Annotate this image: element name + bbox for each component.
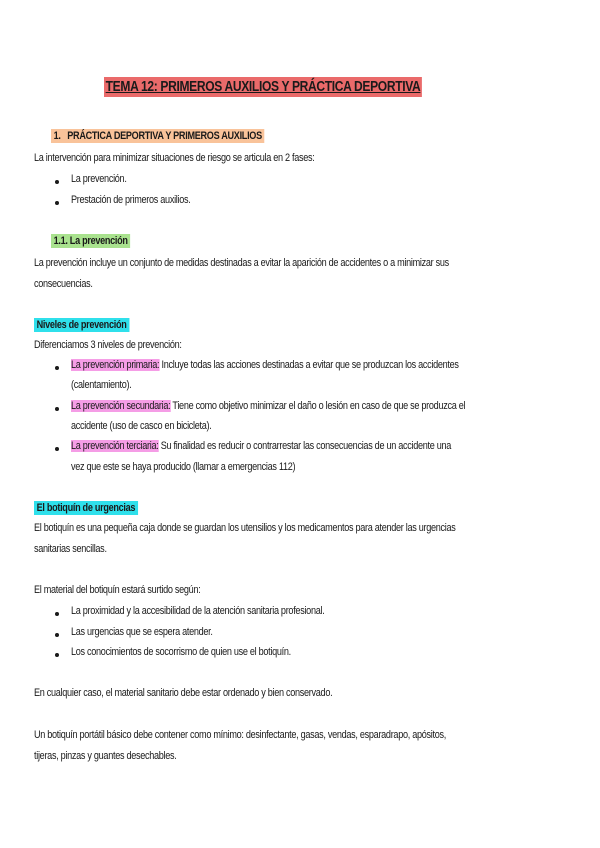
nivel-term-terciaria: La prevención terciaria: bbox=[71, 440, 159, 452]
bullet-dot bbox=[55, 180, 59, 184]
niveles-title: Niveles de prevención bbox=[34, 318, 129, 332]
botiquin-heading bbox=[34, 501, 138, 515]
section1-intro: La intervención para minimizar situaciones de riesgo se articula en 2 fases: bbox=[34, 152, 315, 164]
subsection-para-line2: consecuencias. bbox=[34, 278, 93, 290]
nivel-term-secundaria: La prevención secundaria: bbox=[71, 400, 171, 412]
nivel-item-2-line2: accidente (uso de casco en bicicleta). bbox=[71, 420, 212, 432]
botiquin-title: El botiquín de urgencias bbox=[34, 501, 138, 515]
nivel-item-1-line2: (calentamiento). bbox=[71, 379, 132, 391]
botiquin-bullet-1: La proximidad y la accesibilidad de la atención sanitaria profesional. bbox=[71, 605, 325, 617]
bullet-dot bbox=[55, 201, 59, 205]
bullet-dot bbox=[55, 612, 59, 616]
botiquin-para1-line1: El botiquín es una pequeña caja donde se guardan los utensilios y los medicamentos para atender las urgencias bbox=[34, 522, 456, 534]
nivel-term-primaria: La prevención primaria: bbox=[71, 359, 160, 371]
section1-number: 1. bbox=[53, 130, 61, 142]
botiquin-bullet-2: Las urgencias que se espera atender. bbox=[71, 626, 213, 638]
section1-heading bbox=[51, 129, 264, 143]
bullet-dot bbox=[55, 447, 59, 451]
botiquin-para2: El material del botiquín estará surtido según: bbox=[34, 584, 201, 596]
niveles-intro: Diferenciamos 3 niveles de prevención: bbox=[34, 339, 182, 351]
botiquin-para4-line1: Un botiquín portátil básico debe contener como mínimo: desinfectante, gasas, vendas, esparadrapo, apósitos, bbox=[34, 729, 446, 741]
subsection-para-line1: La prevención incluye un conjunto de medidas destinadas a evitar la aparición de accidentes o a minimizar sus bbox=[34, 257, 449, 269]
nivel-item-1 bbox=[71, 358, 459, 372]
section1-title: PRÁCTICA DEPORTIVA Y PRIMEROS AUXILIOS bbox=[67, 130, 262, 142]
botiquin-bullet-3: Los conocimientos de socorrismo de quien use el botiquín. bbox=[71, 646, 291, 658]
niveles-heading bbox=[34, 318, 129, 332]
nivel-item-3-line2: vez que este se haya producido (llamar a emergencias 112) bbox=[71, 461, 296, 473]
nivel-desc: Su finalidad es reducir o contrarrestar las consecuencias de un accidente una bbox=[158, 440, 452, 452]
section1-bullet-2: Prestación de primeros auxilios. bbox=[71, 194, 191, 206]
bullet-dot bbox=[55, 653, 59, 657]
subsection-title: 1.1. La prevención bbox=[51, 234, 130, 248]
document-title: TEMA 12: PRIMEROS AUXILIOS Y PRÁCTICA DEPORTIVA bbox=[105, 79, 421, 95]
nivel-item-3 bbox=[71, 439, 451, 453]
subsection-heading bbox=[51, 234, 130, 248]
bullet-dot bbox=[55, 633, 59, 637]
nivel-item-2 bbox=[71, 399, 465, 413]
section1-bullet-1: La prevención. bbox=[71, 173, 127, 185]
botiquin-para4-line2: tijeras, pinzas y guantes desechables. bbox=[34, 750, 177, 762]
nivel-desc: Incluye todas las acciones destinadas a evitar que se produzcan los accidentes bbox=[159, 359, 459, 371]
nivel-desc: Tiene como objetivo minimizar el daño o lesión en caso de que se produzca el bbox=[170, 400, 466, 412]
botiquin-para3: En cualquier caso, el material sanitario debe estar ordenado y bien conservado. bbox=[34, 687, 333, 699]
bullet-dot bbox=[55, 366, 59, 370]
botiquin-para1-line2: sanitarias sencillas. bbox=[34, 543, 107, 555]
bullet-dot bbox=[55, 407, 59, 411]
